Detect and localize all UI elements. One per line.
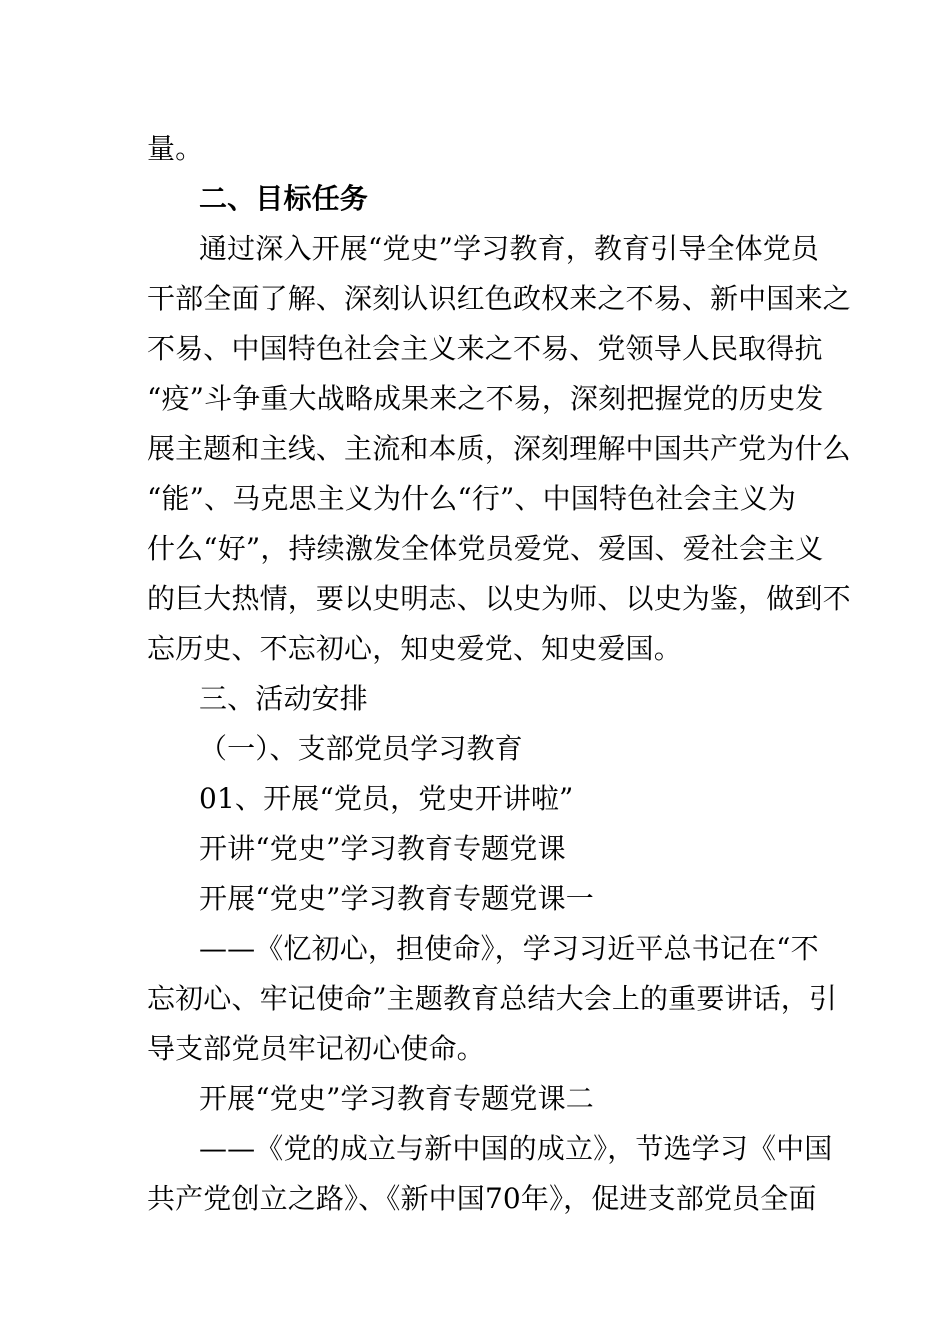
text-line: 共产党创立之路》、《新中国70年》，促进支部党员全面 [147,1182,817,1215]
section-heading-goals: 二、目标任务 [199,182,368,215]
text-line: 不易、中国特色社会主义来之不易、党领导人民取得抗 [147,332,823,365]
item-heading: 01、开展“党员，党史开讲啦” [199,782,574,815]
text-line: 干部全面了解、深刻认识红色政权来之不易、新中国来之 [147,282,851,315]
lesson-title-one: 开展“党史”学习教育专题党课一 [199,882,594,915]
section-heading-activities: 三、活动安排 [199,682,368,715]
document-body [147,124,851,1224]
text-line: 通过深入开展“党史”学习教育，教育引导全体党员 [199,232,820,265]
lesson-title-two: 开展“党史”学习教育专题党课二 [199,1082,594,1115]
text-line: “能”、马克思主义为什么“行”、中国特色社会主义为 [147,482,797,515]
text-line: 的巨大热情，要以史明志、以史为师、以史为鉴，做到不 [147,582,851,615]
text-line: ——《党的成立与新中国的成立》，节选学习《中国 [199,1132,833,1165]
text-line: 忘历史、不忘初心，知史爱党、知史爱国。 [147,632,682,665]
text-line: “疫”斗争重大战略成果来之不易，深刻把握党的历史发 [147,382,824,415]
subsection-heading: （一）、支部党员学习教育 [199,732,523,765]
text-line: ——《忆初心，担使命》，学习习近平总书记在“不 [199,932,819,965]
text-line: 展主题和主线、主流和本质，深刻理解中国共产党为什么 [147,432,851,465]
text-line: 什么“好”，持续激发全体党员爱党、爱国、爱社会主义 [147,532,824,565]
text-line: 导支部党员牢记初心使命。 [147,1032,485,1065]
text-line: 量。 [147,132,204,165]
text-line: 忘初心、牢记使命”主题教育总结大会上的重要讲话，引 [147,982,838,1015]
text-line: 开讲“党史”学习教育专题党课 [199,832,566,865]
